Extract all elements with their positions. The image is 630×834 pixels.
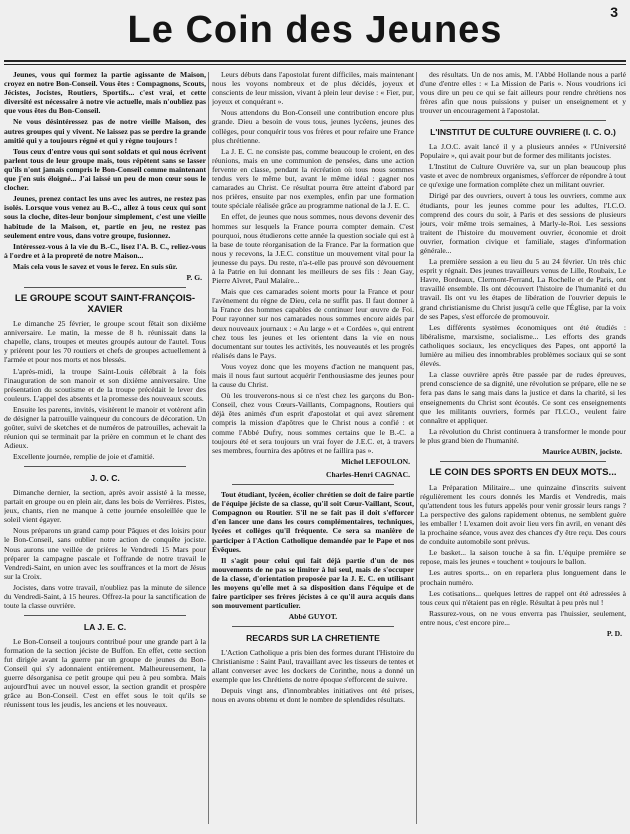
column-2 bbox=[212, 70, 414, 830]
title-rule-bottom bbox=[4, 64, 626, 65]
jec-paragraph: En effet, de jeunes que nous sommes, nous devons devenir des hommes sur lesquels la France pourra compter demain. C'est pourquoi, nous étudierons cette année la question sociale qui est à la base de toute réorganisation de la France. Par la formation que nous y recevons, la J.E.C. constitue un mouvement vital pour la jeunesse du pays. Du reste, n'a-t-elle pas prouvé son dévouement à la Patrie en lui donnant les meilleurs de ses fils : Jean Gay, Pierre Aïvret, Paul Malaïre... bbox=[212, 212, 414, 286]
ico-heading: L'INSTITUT DE CULTURE OUVRIERE (I. C. O.) bbox=[430, 127, 616, 138]
separator bbox=[440, 461, 606, 462]
chretiente-paragraph: des résultats. Un de nos amis, M. l'Abbé Hollande nous a parlé d'une d'entre elles : « La Mission de Paris ». Nous voudrions ici vous dire un peu ce qui se fait ailleurs pour rendre chrétiens nos frères afin que nous puissions y puiser un enseignement et y trouver un encouragement à l'apostolat. bbox=[420, 70, 626, 116]
jec-paragraph: Nous attendons du Bon-Conseil une contribution encore plus grande. Dieu a besoin de vous tous, jeunes lycéens, jeunes des collèges, pour conquérir tous vos frères et pour refaire une France plus chrétienne. bbox=[212, 108, 414, 145]
intro-signature: P. G. bbox=[186, 272, 202, 282]
scout-paragraph: L'après-midi, la troupe Saint-Louis célébrait à la fois l'inauguration de son manoir et son dixième anniversaire. Une présentation du scoutisme et de la troupe précédait le lever des couleurs. L'appel des absents et la promesse des nouveaux scouts. bbox=[4, 366, 206, 403]
chretiente-paragraph: Depuis vingt ans, d'innombrables initiatives ont été prises, nous en avons obtenu et dont le nombre de splendides résultats. bbox=[212, 686, 414, 705]
page-title: Le Coin des Jeunes bbox=[127, 9, 503, 51]
jec-signature: Charles-Henri CAGNAC. bbox=[326, 469, 410, 479]
intro-article bbox=[4, 70, 206, 271]
intro-paragraph: Jeunes, prenez contact les uns avec les autres, ne restez pas isolés. Lorsque vous venez au B.-C., allez à tous ceux qui sont sous la cloche, dites-leur bonjour simplement, c'est une vieille habitude de la Maison, et, partie en jeu, ne restez pas seulement entre vous, dans votre groupe, fusionnez. bbox=[4, 194, 206, 240]
sports-heading: LE COIN DES SPORTS EN DEUX MOTS... bbox=[429, 467, 617, 479]
jec-paragraph: Leurs débuts dans l'apostolat furent difficiles, mais maintenant nous les voyons nombreux et de plus décidés, joyeux et conscients de leur mission, vivant à plein leur devise : « Fier, pur, joyeux et conquérant ». bbox=[212, 70, 414, 107]
sports-paragraph: Les cotisations... quelques lettres de rappel ont été adressées à tous ceux qui n'étaient pas en règle. Résultat à peu près nul ! bbox=[420, 588, 626, 607]
intro-paragraph: Ne vous désintéressez pas de notre vieille Maison, des autres groupes qui y vivent. Ne laissez pas se perdre la grande amitié qui y a toujours régné et qui y règne toujours ! bbox=[4, 117, 206, 145]
joc-paragraph: Jocistes, dans votre travail, n'oubliez pas la minute de silence du Vendredi-Saint, à 15 heures. Offrez-la pour la sanctification de toute la classe ouvrière. bbox=[4, 582, 206, 611]
joc-paragraph: Dimanche dernier, la section, après avoir assisté à la messe, partait en groupe ou en plein air, dans les bois de Verrières. Pistes, jeux, chants, rien ne manque à cette journée ensoleillée que le soleil vient égayer. bbox=[4, 487, 206, 525]
appeal-paragraph: Il s'agit pour celui qui fait déjà partie d'un de nos mouvements de ne pas se limiter à lui seul, mais de s'occuper de la classe, d'orientation proposée par la J. E. C. en utilisant les moyens qu'elle met à sa disposition dans l'équipe et de faire participer ses frères jécistes à ce qu'il aura acquis dans son mouvement particulier. bbox=[212, 555, 414, 611]
column-divider-2 bbox=[416, 72, 417, 824]
joc-heading: J. O. C. bbox=[90, 473, 120, 484]
sports-signature: P. D. bbox=[606, 628, 622, 638]
chretiente-paragraph: L'Action Catholique a pris bien des formes durant l'Histoire du Christianisme : Saint Paul, travaillant avec les tisseurs de tentes et allant converser avec les dockers de Corinthe, nous a donné un exemple que les Chrétiens de notre époque s'efforcent de suivre. bbox=[212, 647, 414, 685]
intro-paragraph: Tous ceux d'entre vous qui sont soldats et qui nous écrivent parlent tous de leur groupe mais, tous répètent sans se lasser qu'ils n'ont jamais compris le Bon-Conseil comme maintenant que j'en suis éloigné... J'ai laissé un peu de mon cœur sous le clocher. bbox=[4, 146, 206, 193]
ico-paragraph: Les différents systèmes économiques ont été étudiés : libéralisme, marxisme, socialisme... Les efforts des grands catholiques sociaux, les encycliques des Papes, ont apporté la lumière au milieu des innombrables problèmes sociaux qui se sont élevés. bbox=[420, 322, 626, 369]
page-number: 3 bbox=[610, 4, 618, 20]
separator bbox=[232, 626, 394, 627]
jec-paragraph: Vous voyez donc que les moyens d'action ne manquent pas, mais il nous faut surtout acquérir l'enthousiasme des jeunes pour la cause du Christ. bbox=[212, 361, 414, 390]
separator bbox=[24, 466, 186, 467]
intro-paragraph: Intéressez-vous à la vie du B.-C., lisez l'A. B. C., reliez-vous à l'ordre et à la propreté de notre Maison... bbox=[4, 241, 206, 260]
ico-paragraph: La J.O.C. avait lancé il y a plusieurs années « l'Université Populaire », qui avait pour but de former des militants jocistes. bbox=[420, 141, 626, 161]
jec-heading: LA J. E. C. bbox=[83, 622, 127, 633]
column-3 bbox=[420, 70, 626, 830]
scout-paragraph: Le dimanche 25 février, le groupe scout fêtait son dixième anniversaire. Le matin, la messe de 8 h. réunissait dans la chapelle, clans, troupes et meutes groupés autour de l'autel. Tous y prièrent pour les 70 routiers et chefs de groupes actuellement à l'armée et pour nos morts et nos blessés. bbox=[4, 319, 206, 365]
sports-paragraph: Les autres sports... on en reparlera plus longuement dans le prochain numéro. bbox=[420, 568, 626, 587]
joc-paragraph: Nous préparons un grand camp pour Pâques et des loisirs pour le Bon-Conseil, sans oublier notre action de conquête jociste. Nous aurons une veillée de prières le Vendredi 15 Mars pour préparer la campagne pascale et l'offrande de notre travail le Vendredi-Saint, en union avec les souffrances et la mort de Jésus sur la Croix. bbox=[4, 526, 206, 581]
ico-paragraph: La révolution du Christ continuera à transformer le monde pour le plus grand bien de l'humanité. bbox=[420, 426, 626, 445]
column-divider-1 bbox=[208, 72, 209, 824]
jec-paragraph: Où les trouverons-nous si ce n'est chez les garçons du Bon-Conseil, chez vous Cœurs-Vaillants, Compagnons, Routiers qui déjà êtes animés d'un esprit d'apostolat et qui avez sûrement compris la mission d'apôtres que le Christ nous a confié : et comme l'Abbé Dufry, nous sommes certains que le B.-C. a toujours été et sera toujours un vrai foyer de J.E.C. et, à travers ses membres, fournira des apôtres et ne faillira pas ». bbox=[212, 391, 414, 455]
intro-paragraph: Mais cela vous le savez et vous le ferez. En suis sûr. bbox=[13, 261, 178, 271]
jec-paragraph: Le Bon-Conseil a toujours contribué pour une grande part à la formation de la section jéciste de Buffon. En effet, cette section fut dirigée avant la guerre par un groupe de jeunes du Bon-Conseil qui s'y adonnaient entièrement. Malheureusement, la guerre désorganisa ce petit groupe qui peu à peu sombra. Mais aujourd'hui avec un nouvel essor, la section grandit et prospère grâce au Bon-Conseil. C'est en effet sous le toit qu'ils se réunissent tous les jeudis, les anciens et les nouveaux. bbox=[4, 636, 206, 710]
ico-signature: Maurice AUBIN, jociste. bbox=[542, 446, 622, 456]
separator bbox=[24, 287, 186, 288]
column-1 bbox=[4, 70, 206, 830]
sports-paragraph: Rassurez-vous, on ne vous enverra pas l'huissier, seulement, entre nous, c'est encore pire... bbox=[420, 608, 626, 627]
ico-paragraph: La première session a eu lieu du 5 au 24 février. Un très chic esprit y régnait. Des jeunes travailleurs venus de Lille, Roubaix, Le Havre, Bordeaux, Clermont-Ferrand, La Rochelle et de Paris, ont travaillé ensemble. Ils ont découvert l'histoire de l'humanité et du travail. Ils ont vu les étapes de libération de l'ouvrier depuis le grand christianisme du Christ jusqu'à celle que l'Église, par la voix de ses Papes, s'est efforcée de promouvoir. bbox=[420, 257, 626, 321]
scout-paragraph: Ensuite les parents, invités, visitèrent le manoir et votèrent afin de désigner la patrouille vainqueur du concours de décoration. Un goûter, suivi de sketches et de numéros de patrouilles, achevait la réunion qui se terminait par la prière en commun et le chant des Adieux. bbox=[4, 404, 206, 451]
sports-paragraph: Le basket... la saison touche à sa fin. L'équipe première se repose, mais les jeunes « touchent » toujours le ballon. bbox=[420, 548, 626, 567]
title-rule-top bbox=[4, 60, 626, 62]
separator bbox=[232, 484, 394, 485]
separator bbox=[440, 120, 606, 121]
jec-paragraph: Mais que ces camarades soient morts pour la France et pour l'avènement du règne de Dieu, cela ne suffit pas. Il faut donner à la France des hommes capables de continuer leur œuvre de Foi. Pour rayonner sur nos camarades nous sommes encore aidés par deux nouveaux journaux : « Au large » et « Cordées », qui entrent chez tous les jeunes et les orientent dans la vie en nous documentant sur toutes les activités, les nouveautés et les progrès réalisés dans le Pays. bbox=[212, 287, 414, 360]
ico-paragraph: La classe ouvrière après être passée par de rudes épreuves, prend conscience de sa dignité, une révolution se prépare, elle ne se fera pas dans le sang mais dans la justice et dans la charité, si les enseignements du Christ sont écoutés. Ce sont ces enseignements que les militants ouvriers, formés par l'I.C.O., veulent faire connaître et appliquer. bbox=[420, 370, 626, 425]
scout-heading: LE GROUPE SCOUT SAINT-FRANÇOIS-XAVIER bbox=[14, 293, 196, 315]
appeal-signature: Abbé GUYOT. bbox=[288, 612, 338, 622]
ico-paragraph: Dirigé par des ouvriers, ouvert à tous les ouvriers, comme aux étudiants, pour les jeunes comme pour les adultes, l'I.C.O. comprend des cours du soir, à Paris et des sessions de plusieurs jours, voir même trois semaines, à Marly-le-Roi. Les sessions traitent de l'histoire du mouvement ouvrier, économie et droit ouvrier, formation civique et familiale, stages d'information générale... bbox=[420, 191, 626, 255]
separator bbox=[24, 615, 186, 616]
intro-paragraph: Jeunes, vous qui formez la partie agissante de Maison, croyez en notre Bon-Conseil. Vous êtes : Compagnons, Scouts, Jécistes, Jocistes, Routiers, Sportifs... c'est vrai, et cette diversité est nécessaire à notre vie actuelle, mais n'oubliez pas que vous êtes du Bon-Conseil. bbox=[4, 70, 206, 116]
chretiente-heading: RECARDS SUR LA CHRETIENTE bbox=[246, 633, 380, 644]
scout-paragraph: Excellente journée, remplie de joie et d'amitié. bbox=[13, 452, 155, 462]
sports-paragraph: La Préparation Militaire... une quinzaine d'inscrits suivent régulièrement les cours donnés les Mardis et Vendredis, mais qu'attendent tous les futurs appelés pour venir grossir leurs rangs ? La perspective des galons rapidement obtenus, ne semblent guère les emballer ! L'examen doit avoir lieu vers fin avril, en venant dès la prochaine séance, vous avez des chances d'y être reçu. Des cours de conduite automobile sont prévus. bbox=[420, 482, 626, 547]
ico-paragraph: L'Institut de Culture Ouvrière va, sur un plan beaucoup plus vaste et avec de nombreux organismes, s'efforcer de répondre à tout ce qu'exige une formation complète chez un militant ouvrier. bbox=[420, 162, 626, 190]
appeal-article bbox=[212, 490, 414, 610]
appeal-paragraph: Tout étudiant, lycéen, écolier chrétien se doit de faire partie de l'équipe jéciste de sa classe, qu'il soit Cœur-Vaillant, Scout, Compagnon ou Routier. S'il ne se fait pas il doit s'efforcer d'en lancer une dans les cours complémentaires, techniques, lycées et collèges qu'il fréquente. Ce sera sa manière de participer à l'Action Catholique demandée par le Pape et nos Évêques. bbox=[212, 490, 414, 554]
jec-signature: Michel LEFOULON. bbox=[341, 456, 410, 466]
jec-paragraph: La J. E. C. ne consiste pas, comme beaucoup le croient, en des réunions, mais en une communion de pensées, dans une action fervente en classe, pendant la récréation où tous nous sommes tendus vers le même but, avant le même idéal : gagner nos camarades au Christ. Ce résultat pourra être atteint d'abord par nos prières, ensuite par nos exemples, enfin par une formation toute spéciale réalisée grâce au programme national de la J. E. C. bbox=[212, 146, 414, 211]
